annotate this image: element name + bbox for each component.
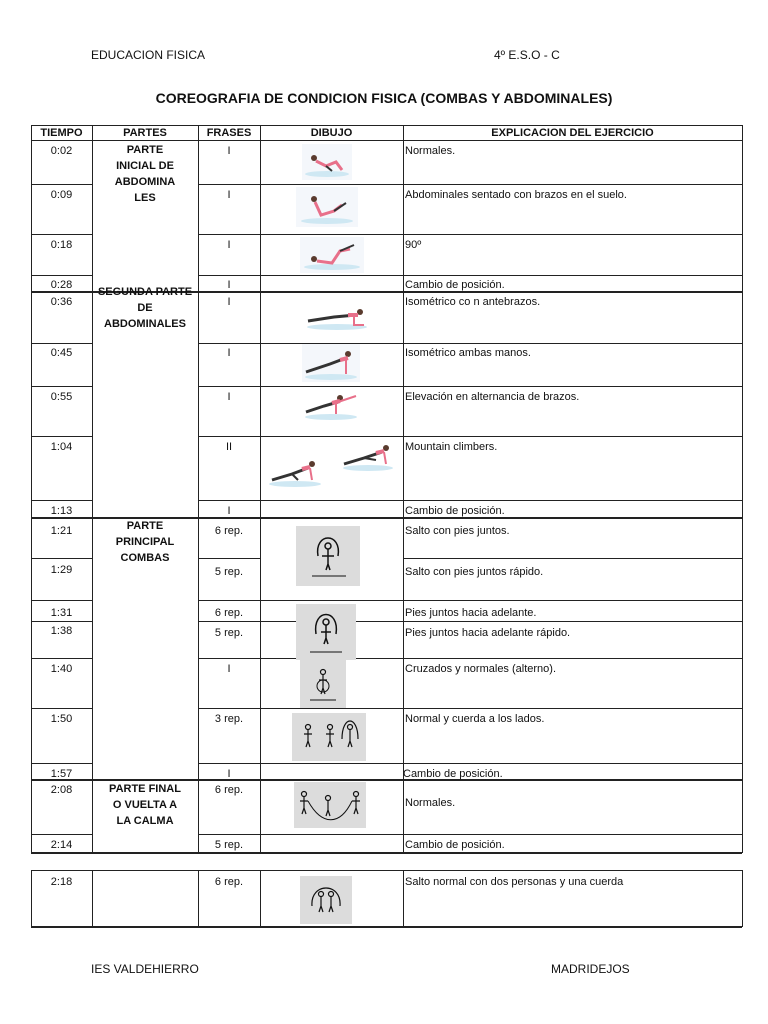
- explanation-cell: Cambio de posición.: [405, 505, 505, 517]
- phrases-cell: 5 rep.: [214, 566, 244, 578]
- col-header-phrases: FRASES: [206, 127, 252, 139]
- time-cell: 0:28: [50, 279, 73, 291]
- table-row: [31, 603, 742, 621]
- table-row: [31, 292, 742, 343]
- phrases-cell: I: [227, 663, 231, 675]
- table-row: [31, 780, 742, 834]
- phrases-cell: I: [227, 296, 231, 308]
- phrases-cell: 6 rep.: [214, 876, 244, 888]
- time-cell: 0:02: [50, 145, 73, 157]
- time-cell: 1:40: [50, 663, 73, 675]
- part-label-final: PARTE FINAL O VUELTA A LA CALMA: [109, 783, 181, 827]
- table-row: [31, 343, 742, 386]
- table-row: [31, 621, 742, 658]
- time-cell: 0:36: [50, 296, 73, 308]
- phrases-cell: 5 rep.: [214, 627, 244, 639]
- mountain-climber-illustration: [266, 456, 324, 490]
- header-class: 4º E.S.O - C: [494, 48, 560, 62]
- phrases-cell: I: [227, 505, 231, 517]
- time-cell: 1:29: [50, 564, 73, 576]
- explanation-cell: Pies juntos hacia adelante.: [405, 607, 537, 619]
- table-row: [31, 501, 742, 517]
- table-row: [31, 764, 742, 779]
- explanation-cell: Cruzados y normales (alterno).: [405, 663, 557, 675]
- part-label-initial: PARTE INICIAL DE ABDOMINA LES: [114, 144, 176, 204]
- arm-raise-plank-illustration: [302, 390, 360, 422]
- footer-school: IES VALDEHIERRO: [91, 962, 199, 976]
- table-row: [31, 835, 742, 852]
- col-header-explanation: EXPLICACION DEL EJERCICIO: [491, 127, 654, 139]
- time-cell: 2:18: [50, 876, 73, 888]
- table-row: [31, 275, 742, 291]
- footer-town: MADRIDEJOS: [551, 962, 630, 976]
- mountain-climber-illustration-2: [340, 440, 396, 474]
- time-cell: 2:08: [50, 784, 73, 796]
- phrases-cell: 6 rep.: [214, 607, 244, 619]
- table-row-extra: [31, 872, 742, 926]
- forearm-plank-illustration: [304, 303, 370, 331]
- time-cell: 0:55: [50, 391, 73, 403]
- jump-rope-two-people-drawing: [294, 782, 366, 828]
- part-label-main: PARTE PRINCIPAL COMBAS: [115, 520, 175, 564]
- phrases-cell: 6 rep.: [214, 784, 244, 796]
- explanation-cell: Abdominales sentado con brazos en el suelo.: [405, 189, 627, 201]
- jump-rope-forward-drawing: [296, 604, 356, 660]
- explanation-cell: Cambio de posición.: [403, 768, 503, 780]
- table-row: [31, 235, 742, 275]
- explanation-cell: Salto con pies juntos.: [405, 525, 510, 537]
- time-cell: 1:31: [50, 607, 73, 619]
- phrases-cell: 5 rep.: [214, 839, 244, 851]
- col-header-parts: PARTES: [123, 127, 167, 139]
- explanation-cell: Mountain climbers.: [405, 441, 498, 453]
- time-cell: 1:50: [50, 713, 73, 725]
- time-cell: 0:09: [50, 189, 73, 201]
- phrases-cell: II: [225, 441, 233, 453]
- phrases-cell: I: [227, 768, 231, 780]
- time-cell: 0:18: [50, 239, 73, 251]
- phrases-cell: 6 rep.: [214, 525, 244, 537]
- crunch-illustration: [302, 144, 352, 180]
- explanation-cell: Isométrico co n antebrazos.: [405, 296, 541, 308]
- time-cell: 1:38: [50, 625, 73, 637]
- phrases-cell: 3 rep.: [214, 713, 244, 725]
- explanation-cell: Salto normal con dos personas y una cuerda: [405, 876, 624, 888]
- part-label-second: SEGUNDA PARTE DE ABDOMINALES: [97, 286, 193, 330]
- explanation-cell: Pies juntos hacia adelante rápido.: [405, 627, 571, 639]
- phrases-cell: I: [227, 145, 231, 157]
- table-row: [31, 387, 742, 436]
- table-row: [31, 709, 742, 763]
- col-header-time: TIEMPO: [40, 127, 83, 139]
- time-cell: 1:57: [50, 768, 73, 780]
- explanation-cell: 90º: [405, 239, 422, 251]
- leg-raise-illustration: [300, 237, 364, 273]
- explanation-cell: Elevación en alternancia de brazos.: [405, 391, 580, 403]
- table-row: [31, 659, 742, 708]
- high-plank-illustration: [302, 344, 360, 382]
- jump-rope-pair-drawing: [300, 876, 352, 924]
- header-subject: EDUCACION FISICA: [91, 48, 206, 62]
- jump-rope-feet-together-drawing: [296, 526, 360, 586]
- explanation-cell: Salto con pies juntos rápido.: [405, 566, 544, 578]
- col-header-drawing: DIBUJO: [310, 127, 353, 139]
- phrases-cell: I: [227, 391, 231, 403]
- time-cell: 1:13: [50, 505, 73, 517]
- jump-rope-crossed-drawing: [300, 660, 346, 708]
- time-cell: 1:04: [50, 441, 73, 453]
- explanation-cell: Normales.: [405, 797, 456, 809]
- explanation-cell: Isométrico ambas manos.: [405, 347, 531, 359]
- phrases-cell: I: [227, 189, 231, 201]
- table-row: [31, 185, 742, 234]
- phrases-cell: I: [227, 279, 231, 291]
- sit-up-illustration: [296, 187, 358, 227]
- jump-rope-sides-drawing: [292, 713, 366, 761]
- phrases-cell: I: [227, 239, 231, 251]
- explanation-cell: Normales.: [405, 145, 456, 157]
- page-title: COREOGRAFIA DE CONDICION FISICA (COMBAS Y ABDOMINALES): [155, 90, 613, 106]
- phrases-cell: I: [227, 347, 231, 359]
- time-cell: 2:14: [50, 839, 73, 851]
- explanation-cell: Cambio de posición.: [405, 839, 505, 851]
- explanation-cell: Normal y cuerda a los lados.: [405, 713, 545, 725]
- table-row: [31, 560, 742, 600]
- time-cell: 1:21: [50, 525, 73, 537]
- table-row: [31, 521, 742, 558]
- time-cell: 0:45: [50, 347, 73, 359]
- explanation-cell: Cambio de posición.: [405, 279, 505, 291]
- table-row: [31, 141, 742, 184]
